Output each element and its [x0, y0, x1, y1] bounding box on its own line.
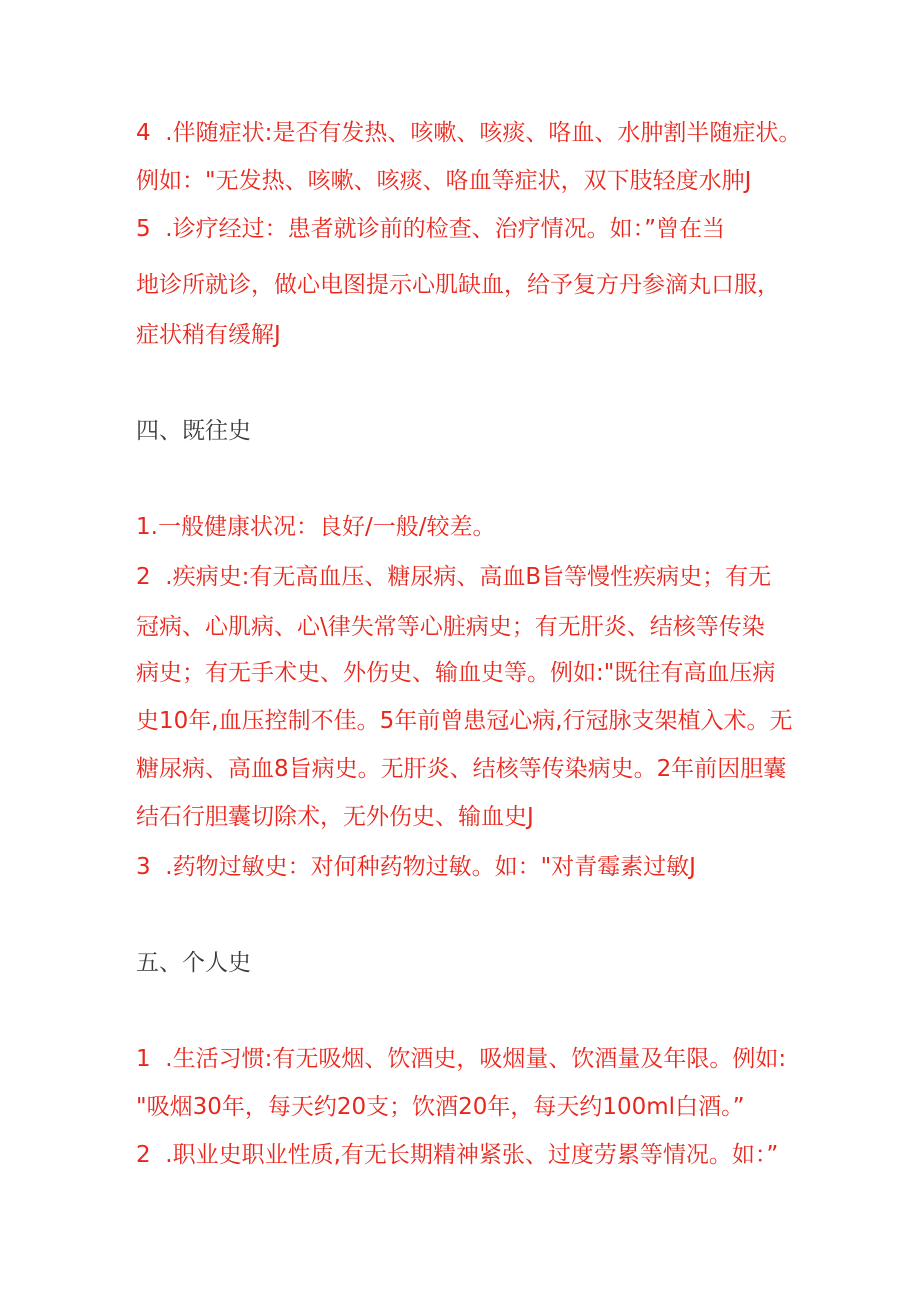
section-heading: 五、个人史: [136, 950, 251, 976]
text-line: 5 .诊疗经过：患者就诊前的检查、治疗情况。如：”曾在当: [136, 216, 725, 242]
text-line: 冠病、心肌病、心\律失常等心脏病史；有无肝炎、结核等传染: [136, 614, 765, 640]
text-line: 例如："无发热、咳嗽、咳痰、咯血等症状，双下肢轻度水肿J: [136, 168, 752, 194]
text-line: 糖尿病、高血8旨病史。无肝炎、结核等传染病史。2年前因胆囊: [136, 756, 787, 782]
text-line: "吸烟30年，每天约20支；饮酒20年，每天约100ml白酒。”: [136, 1094, 745, 1120]
text-line: 2 .疾病史:有无高血压、糖尿病、高血B旨等慢性疾病史；有无: [136, 564, 772, 590]
text-line: 病史；有无手术史、外伤史、输血史等。例如:"既往有高血压病: [136, 660, 776, 686]
text-line: 3 .药物过敏史：对何种药物过敏。如："对青霉素过敏J: [136, 854, 696, 880]
section-heading: 四、既往史: [136, 418, 251, 444]
text-line: 症状稍有缓解J: [136, 322, 281, 348]
text-line: 史10年,血压控制不佳。5年前曾患冠心病,行冠脉支架植入术。无: [136, 708, 793, 734]
text-line: 地诊所就诊，做心电图提示心肌缺血，给予复方丹参滴丸口服，: [136, 272, 780, 298]
text-line: 2 .职业史职业性质,有无长期精神紧张、过度劳累等情况。如：”: [136, 1142, 779, 1168]
text-line: 4 .伴随症状:是否有发热、咳嗽、咳痰、咯血、水肿割半随症状。: [136, 120, 802, 146]
text-line: 结石行胆囊切除术，无外伤史、输血史J: [136, 804, 534, 830]
text-line: 1 .生活习惯:有无吸烟、饮酒史，吸烟量、饮酒量及年限。例如:: [136, 1046, 787, 1072]
text-line: 1.一般健康状况：良好/一般/较差。: [136, 514, 496, 540]
